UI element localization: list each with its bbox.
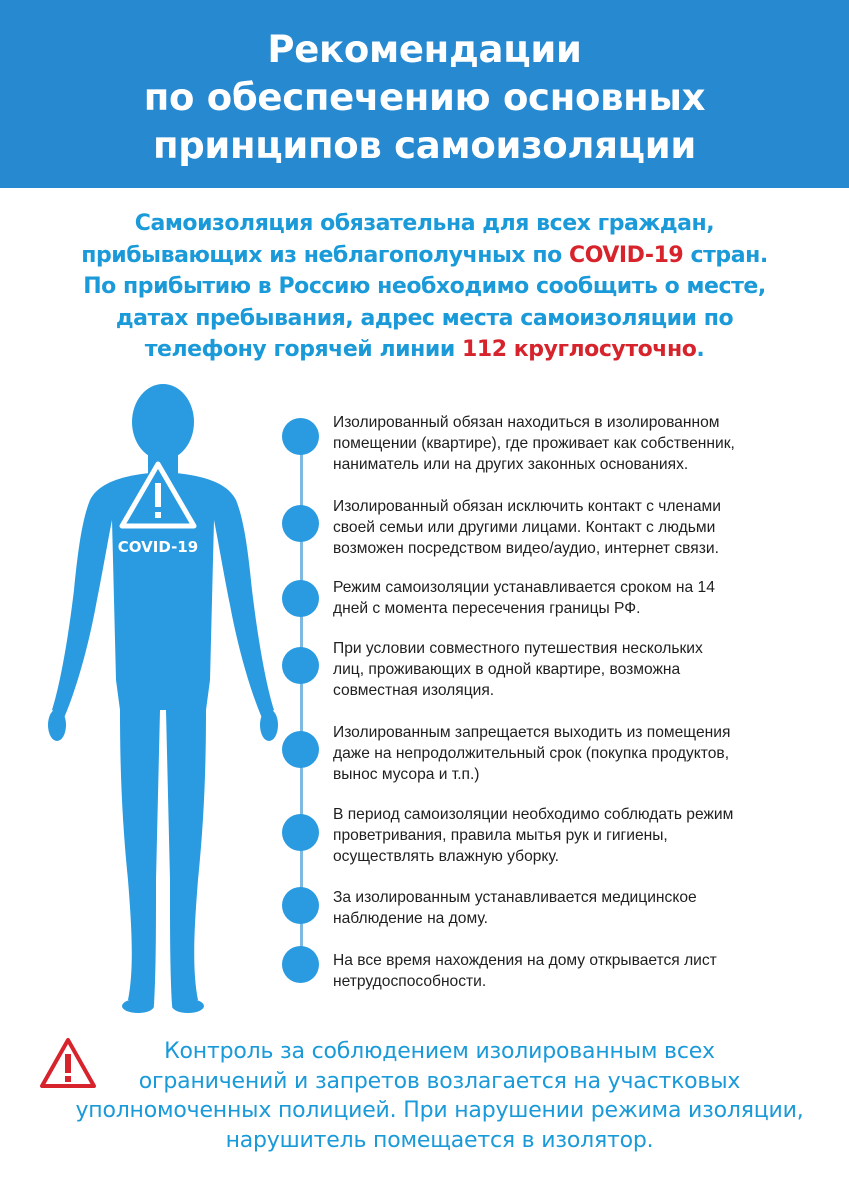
timeline-dot-2 (282, 505, 319, 542)
intro-line-5 (0, 334, 849, 366)
covid-badge-label: COVID-19 (117, 538, 199, 556)
footer-line-4: нарушитель помещается в изолятор. (225, 1127, 654, 1153)
timeline-dot-4 (282, 647, 319, 684)
footer-line-1: Контроль за соблюдением изолированным всех (164, 1039, 715, 1064)
timeline-dot-5 (282, 731, 319, 768)
human-figure-illustration (48, 380, 278, 1020)
rule-item-4: При условии совместного путешествия нескольких лиц, проживающих в одной квартире, возможна совместная изоляция. (333, 640, 703, 700)
intro-line-2 (0, 240, 849, 272)
timeline-dot-3 (282, 580, 319, 617)
page-title (0, 26, 849, 170)
intro-line-2-end: стран. (683, 242, 768, 268)
covid-highlight: COVID-19 (569, 242, 684, 268)
rule-item-1: Изолированный обязан находиться в изолированном помещении (квартире), где проживает как собственник, наниматель или на других законных основаниях. (333, 414, 735, 474)
intro-line-4: датах пребывания, адрес места самоизоляции по (115, 305, 734, 331)
intro-line-1: Самоизоляция обязательна для всех граждан, (134, 211, 715, 236)
rule-item-2: Изолированный обязан исключить контакт с членами своей семьи или другими лицами. Контакт с людьми возможен посредством видео/аудио, интернет связи. (333, 498, 721, 558)
title-line-2: по обеспечению основных (143, 76, 706, 119)
rule-item-7: За изолированным устанавливается медицинское наблюдение на дому. (333, 889, 697, 928)
intro-statement (0, 208, 849, 366)
intro-line-5-text: телефону горячей линии (144, 337, 463, 362)
footer-line-2: ограничений и запретов возлагается на участковых (138, 1068, 741, 1094)
header-banner (0, 0, 849, 188)
rule-item-6: В период самоизоляции необходимо соблюдать режим проветривания, правила мытья рук и гигиены, осуществлять влажную уборку. (333, 806, 734, 866)
timeline-dot-7 (282, 887, 319, 924)
timeline-dot-8 (282, 946, 319, 983)
footer-warning-text (30, 1037, 849, 1155)
footer-line-3: уполномоченных полицией. При нарушении режима изоляции, (75, 1098, 804, 1123)
title-line-3: принципов самоизоляции (152, 124, 697, 167)
intro-line-3: По прибытию в Россию необходимо сообщить о месте, (83, 274, 766, 299)
title-line-1: Рекомендации (267, 28, 582, 71)
rule-item-8: На все время нахождения на дому открывается лист нетрудоспособности. (333, 952, 717, 991)
hotline-highlight: 112 круглосуточно (462, 337, 697, 362)
rule-item-3: Режим самоизоляции устанавливается сроком на 14 дней с момента пересечения границы РФ. (333, 579, 715, 618)
intro-line-5-end: . (696, 337, 705, 362)
rule-item-5: Изолированным запрещается выходить из помещения даже на непродолжительный срок (покупка продуктов, вынос мусора и т.п.) (333, 724, 731, 784)
timeline-dot-1 (282, 418, 319, 455)
intro-line-2-text: прибывающих из неблагополучных по (81, 242, 569, 268)
human-silhouette (48, 384, 278, 1013)
timeline-dot-6 (282, 814, 319, 851)
